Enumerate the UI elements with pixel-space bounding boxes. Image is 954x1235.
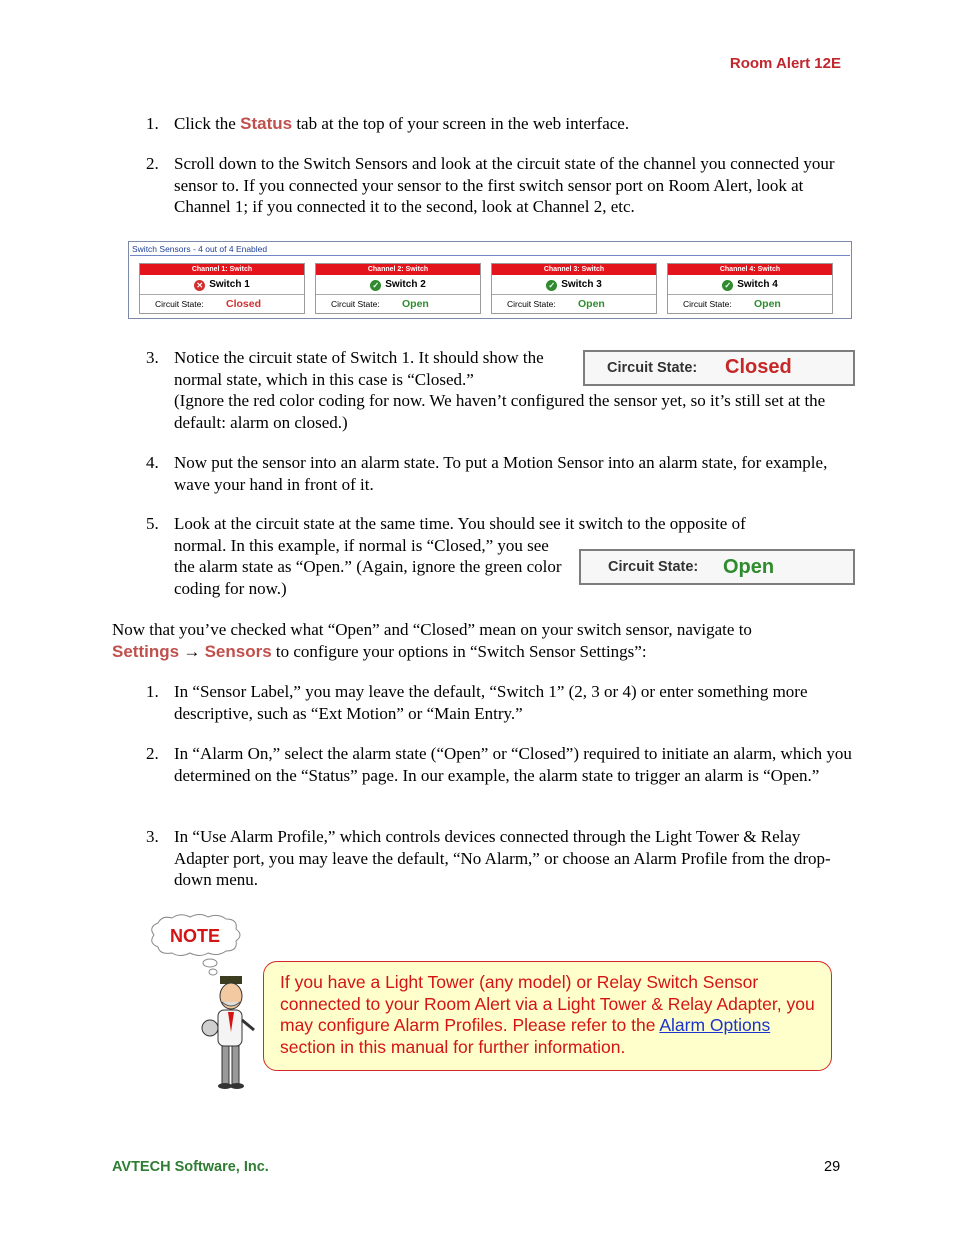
- list-item: 2. Scroll down to the Switch Sensors and look at the circuit state of the channel you connected your sensor to. If you connected your sensor to the first switch sensor port on Room Alert, look at Channel 1; if you connected it to the second, look at Channel 2, etc.: [146, 154, 835, 216]
- check-icon: ✓: [546, 280, 557, 291]
- x-icon: ✕: [194, 280, 205, 291]
- channel-header: Channel 2: Switch: [316, 264, 480, 275]
- list-item: 1. In “Sensor Label,” you may leave the default, “Switch 1” (2, 3 or 4) or enter something more descriptive, such as “Ext Motion” or “Main Entry.”: [146, 682, 808, 723]
- instruction-paragraph: Now that you’ve checked what “Open” and “Closed” mean on your switch sensor, navigate to Settings → Sensors to configure your options in “Switch Sensor Settings”:: [112, 620, 752, 661]
- list-item: 1. Click the Status tab at the top of your screen in the web interface.: [146, 114, 630, 133]
- state-value: Closed: [725, 356, 792, 378]
- arrow-icon: →: [179, 641, 205, 661]
- switch-name: Switch 1: [209, 279, 250, 290]
- list-item: 2. In “Alarm On,” select the alarm state (“Open” or “Closed”) required to initiate an alarm, which you determined on the “Status” page. In our example, the alarm state to trigger an alarm is “Open.”: [146, 744, 852, 785]
- check-icon: ✓: [370, 280, 381, 291]
- circuit-state-open: [579, 549, 855, 585]
- divider: [130, 255, 850, 256]
- state-value: Open: [723, 556, 775, 578]
- list-item: 4. Now put the sensor into an alarm state. To put a Motion Sensor into an alarm state, for example, wave your hand in front of it.: [146, 453, 828, 494]
- list-item: 3. In “Use Alarm Profile,” which controls devices connected through the Light Tower & Relay Adapter port, you may leave the default, “No Alarm,” or choose an Alarm Profile from the drop-down menu.: [146, 827, 831, 889]
- professor-cartoon-icon: [198, 972, 260, 1092]
- sensors-ref: Sensors: [204, 641, 272, 661]
- alarm-options-link[interactable]: Alarm Options: [659, 1015, 771, 1035]
- channel-header: Channel 3: Switch: [492, 264, 656, 275]
- list-item: 3. Notice the circuit state of Switch 1. It should show the normal state, which in this case is “Closed.” (Ignore the red color coding for now. We haven’t configured the sensor yet, so it’s still set at the default: alarm on closed.): [146, 348, 826, 432]
- state-label: Circuit State:: [155, 299, 204, 309]
- state-label: Circuit State:: [607, 360, 698, 376]
- footer-company: AVTECH Software, Inc.: [112, 1159, 269, 1175]
- state-value: Open: [402, 298, 429, 310]
- state-value: Open: [754, 298, 781, 310]
- state-label: Circuit State:: [331, 299, 380, 309]
- note-label: NOTE: [170, 926, 221, 946]
- settings-ref: Settings: [112, 641, 180, 661]
- switch-name: Switch 2: [385, 279, 426, 290]
- state-value: Open: [578, 298, 605, 310]
- switch-card: [491, 263, 657, 314]
- page-number: 29: [824, 1159, 841, 1175]
- state-label: Circuit State:: [507, 299, 556, 309]
- switch-name: Switch 4: [737, 279, 778, 290]
- switch-card: [667, 263, 833, 314]
- header-title: Room Alert 12E: [729, 55, 841, 72]
- switch-card: [139, 263, 305, 314]
- circuit-state-closed: [583, 350, 855, 386]
- note-box: If you have a Light Tower (any model) or Relay Switch Sensor connected to your Room Alert via a Light Tower & Relay Adapter, you may configure Alarm Profiles. Please refer to the Alarm Options section in this manual for further information.: [263, 961, 832, 1071]
- channel-header: Channel 1: Switch: [140, 264, 304, 275]
- state-label: Circuit State:: [683, 299, 732, 309]
- check-icon: ✓: [722, 280, 733, 291]
- panel-title: Switch Sensors - 4 out of 4 Enabled: [132, 244, 268, 254]
- channel-header: Channel 4: Switch: [668, 264, 832, 275]
- state-label: Circuit State:: [608, 559, 699, 575]
- switch-sensors-panel: [128, 241, 852, 319]
- state-value: Closed: [226, 298, 262, 310]
- switch-name: Switch 3: [561, 279, 602, 290]
- switch-card: [315, 263, 481, 314]
- list-item: 5. Look at the circuit state at the same time. You should see it switch to the opposite of normal. In this example, if normal is “Closed,” you see the alarm state as “Open.” (Again, ignore the green color coding for now.): [146, 514, 746, 598]
- status-tab-ref: Status: [240, 114, 293, 133]
